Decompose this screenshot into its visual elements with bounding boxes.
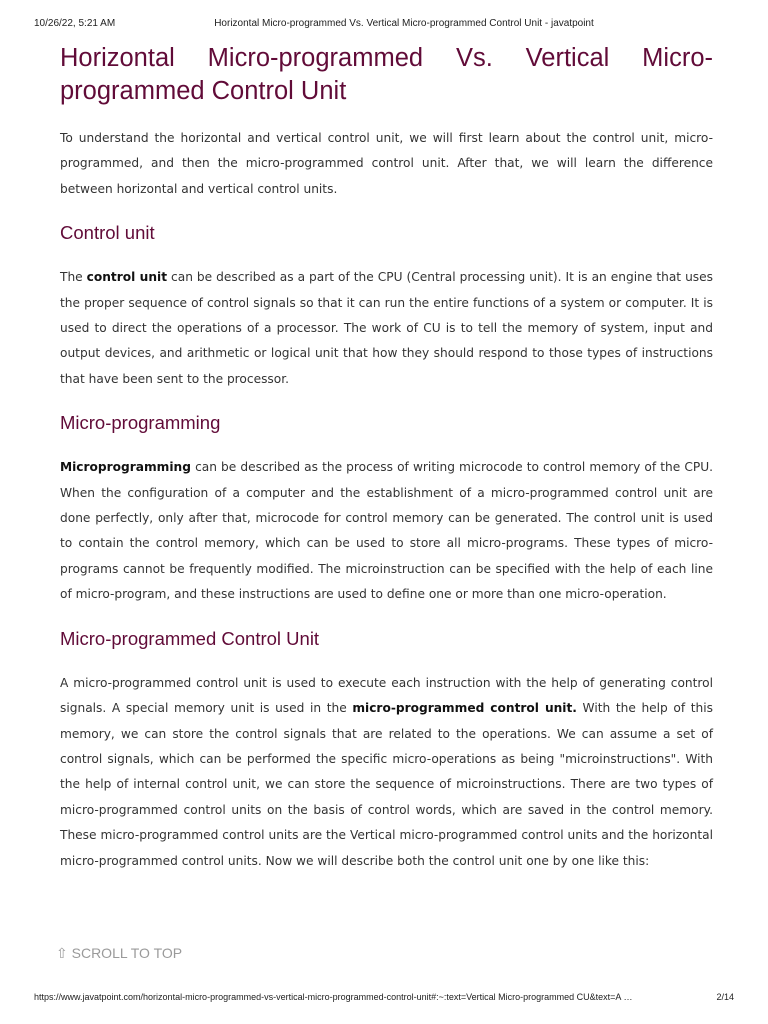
micro-programming-text-rest: can be described as the process of writing microcode to control memory of the CPU. When the configuration of a computer and the establishment of a micro-programmed control unit are done perfectly, only after that, microcode for control memory can be generated. The control unit is used to contain the control memory, which can be used to store all micro-programs. These types of micro-programs cannot be frequently modified. The microinstruction can be specified with the help of each line of micro-program, and these instructions are used to define one or more than one micro-operation. [60, 460, 713, 602]
scroll-to-top-button[interactable] [56, 945, 182, 962]
micro-programming-paragraph [60, 455, 713, 607]
control-unit-text-rest: can be described as a part of the CPU (Central processing unit). It is an engine that uses the proper sequence of control signals so that it can run the entire functions of a system or computer. It is used to direct the operations of a processor. The work of CU is to tell the memory of system, input and output devices, and arithmetic or logical unit that how they should respond to those types of instructions that have been sent to the processor. [60, 270, 713, 386]
print-document-title: Horizontal Micro-programmed Vs. Vertical Micro-programmed Control Unit - javatpoint [214, 18, 594, 29]
print-footer [34, 992, 734, 1006]
control-unit-term: control unit [86, 270, 168, 285]
control-unit-paragraph [60, 265, 713, 392]
heading-control-unit: Control unit [60, 222, 155, 244]
print-datetime: 10/26/22, 5:21 AM [34, 18, 116, 29]
microprogramming-term: Microprogramming [60, 460, 191, 475]
page-number: 2/14 [716, 992, 734, 1002]
control-unit-text-start: The [60, 270, 87, 285]
intro-paragraph: To understand the horizontal and vertical control unit, we will first learn about the control unit, micro-programmed, and then the micro-programmed control unit. After that, we will learn the difference between horizontal and vertical control units. [60, 131, 713, 196]
scroll-to-top-label: SCROLL TO TOP [71, 945, 183, 961]
heading-micro-programming: Micro-programming [60, 412, 221, 434]
page-title: Horizontal Micro-programmed Vs. Vertical Micro-programmed Control Unit [60, 44, 713, 105]
heading-micro-programmed-control-unit: Micro-programmed Control Unit [60, 627, 320, 649]
arrow-up-icon: ⇧ [56, 945, 68, 961]
micro-programmed-cu-term: micro-programmed control unit. [352, 701, 577, 716]
micro-programmed-cu-text-rest: With the help of this memory, we can store the control signals that are related to the operations. We can assume a set of control signals, which can be performed the specific micro-operations as being "microinstructions". With the help of internal control unit, we can store the sequence of microinstructions. There are two types of micro-programmed control units on the basis of control words, which are saved in the control memory. These micro-programmed control units are the Vertical micro-programmed control units and the horizontal micro-programmed control units. Now we will describe both the control unit one by one like this: [60, 701, 713, 868]
micro-programmed-cu-paragraph [60, 671, 713, 874]
print-header [34, 18, 734, 32]
article-content [60, 42, 713, 893]
micro-programmed-cu-text-start: A micro-programmed control unit is used to execute each instruction with the help of generating control signals. A special memory unit is used in the [60, 675, 713, 716]
print-url: https://www.javatpoint.com/horizontal-micro-programmed-vs-vertical-micro-programmed-control-unit#:~:text=Vertical Micro-programmed CU&text=A … [34, 992, 633, 1002]
